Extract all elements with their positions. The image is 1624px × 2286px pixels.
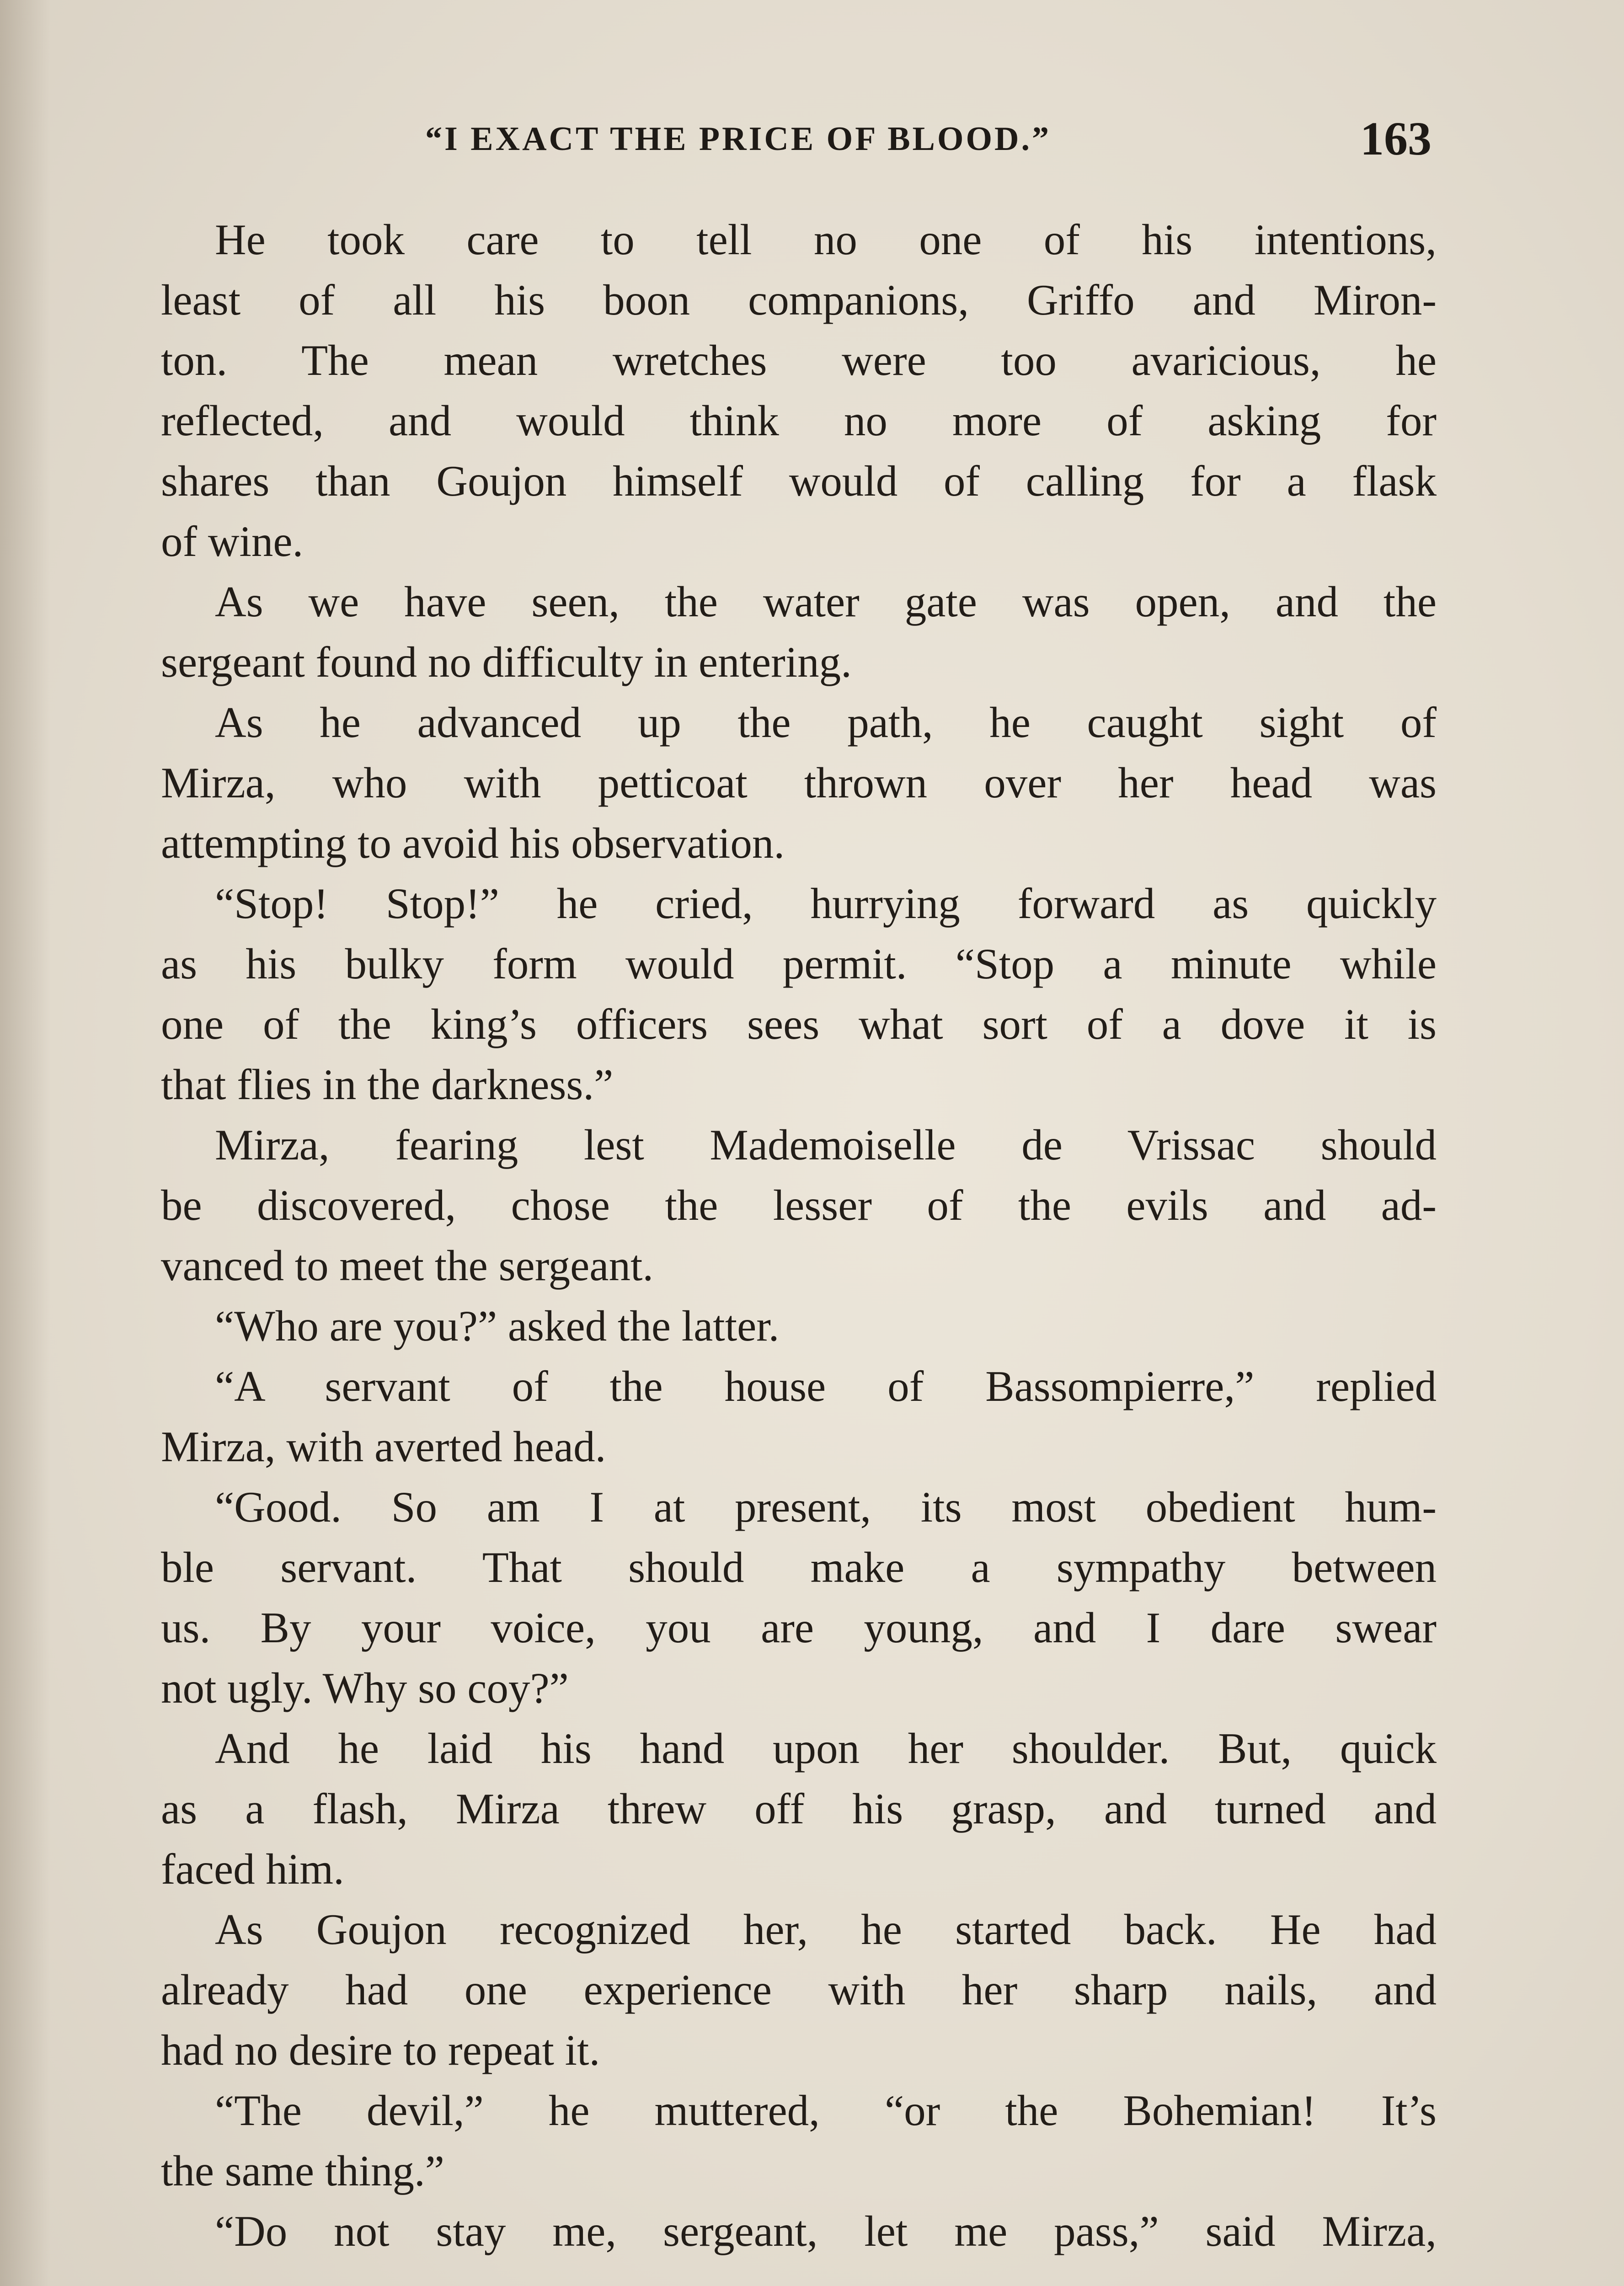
text-line: Mirza, fearing lest Mademoiselle de Vrissac should: [215, 1121, 1437, 1169]
text-line: “A servant of the house of Bassompierre,” replied: [215, 1362, 1437, 1410]
text-line: us. By your voice, you are young, and I dare swear: [161, 1603, 1437, 1652]
text-line: had no desire to repeat it.: [161, 2026, 600, 2074]
text-line: that flies in the darkness.”: [161, 1060, 614, 1109]
running-head: “I EXACT THE PRICE OF BLOOD.”: [425, 120, 1051, 158]
text-line: Mirza, with averted head.: [161, 1422, 606, 1471]
text-line: least of all his boon companions, Griffo and Miron-: [161, 276, 1437, 324]
text-line: As he advanced up the path, he caught sight of: [215, 698, 1437, 747]
text-line: “Stop! Stop!” he cried, hurrying forward as quickly: [215, 879, 1437, 928]
text-line: already had one experience with her sharp nails, and: [161, 1966, 1437, 2014]
text-line: He took care to tell no one of his intentions,: [215, 215, 1437, 264]
text-line: attempting to avoid his observation.: [161, 819, 785, 867]
text-line: the same thing.”: [161, 2147, 444, 2195]
text-line: “The devil,” he muttered, “or the Bohemian! It’s: [215, 2086, 1437, 2135]
body-text: [161, 209, 1437, 2261]
text-line: And he laid his hand upon her shoulder. But, quick: [215, 1724, 1437, 1773]
text-line: “Do not stay me, sergeant, let me pass,” said Mirza,: [215, 2207, 1437, 2255]
text-line: sergeant found no difficulty in entering.: [161, 638, 852, 686]
text-line: reflected, and would think no more of asking for: [161, 396, 1437, 445]
text-line: as his bulky form would permit. “Stop a minute while: [161, 940, 1437, 988]
text-line: “Who are you?” asked the latter.: [215, 1302, 780, 1350]
text-line: ton. The mean wretches were too avaricious, he: [161, 336, 1437, 385]
text-line: As we have seen, the water gate was open, and the: [215, 577, 1437, 626]
text-line: vanced to meet the sergeant.: [161, 1241, 654, 1290]
text-line: ble servant. That should make a sympathy between: [161, 1543, 1437, 1592]
text-line: be discovered, chose the lesser of the evils and ad-: [161, 1181, 1437, 1229]
text-line: faced him.: [161, 1845, 344, 1893]
text-line: “Good. So am I at present, its most obedient hum-: [215, 1483, 1437, 1531]
text-line: Mirza, who with petticoat thrown over her head was: [161, 758, 1437, 807]
text-line: not ugly. Why so coy?”: [161, 1664, 569, 1712]
text-line: of wine.: [161, 517, 304, 566]
text-line: shares than Goujon himself would of calling for a flask: [161, 457, 1437, 505]
text-line: one of the king’s officers sees what sort of a dove it is: [161, 1000, 1437, 1048]
spine-shadow: [0, 0, 50, 2286]
text-line: as a flash, Mirza threw off his grasp, and turned and: [161, 1784, 1437, 1833]
text-line: As Goujon recognized her, he started back. He had: [215, 1905, 1437, 1954]
page-number: 163: [1360, 112, 1432, 165]
